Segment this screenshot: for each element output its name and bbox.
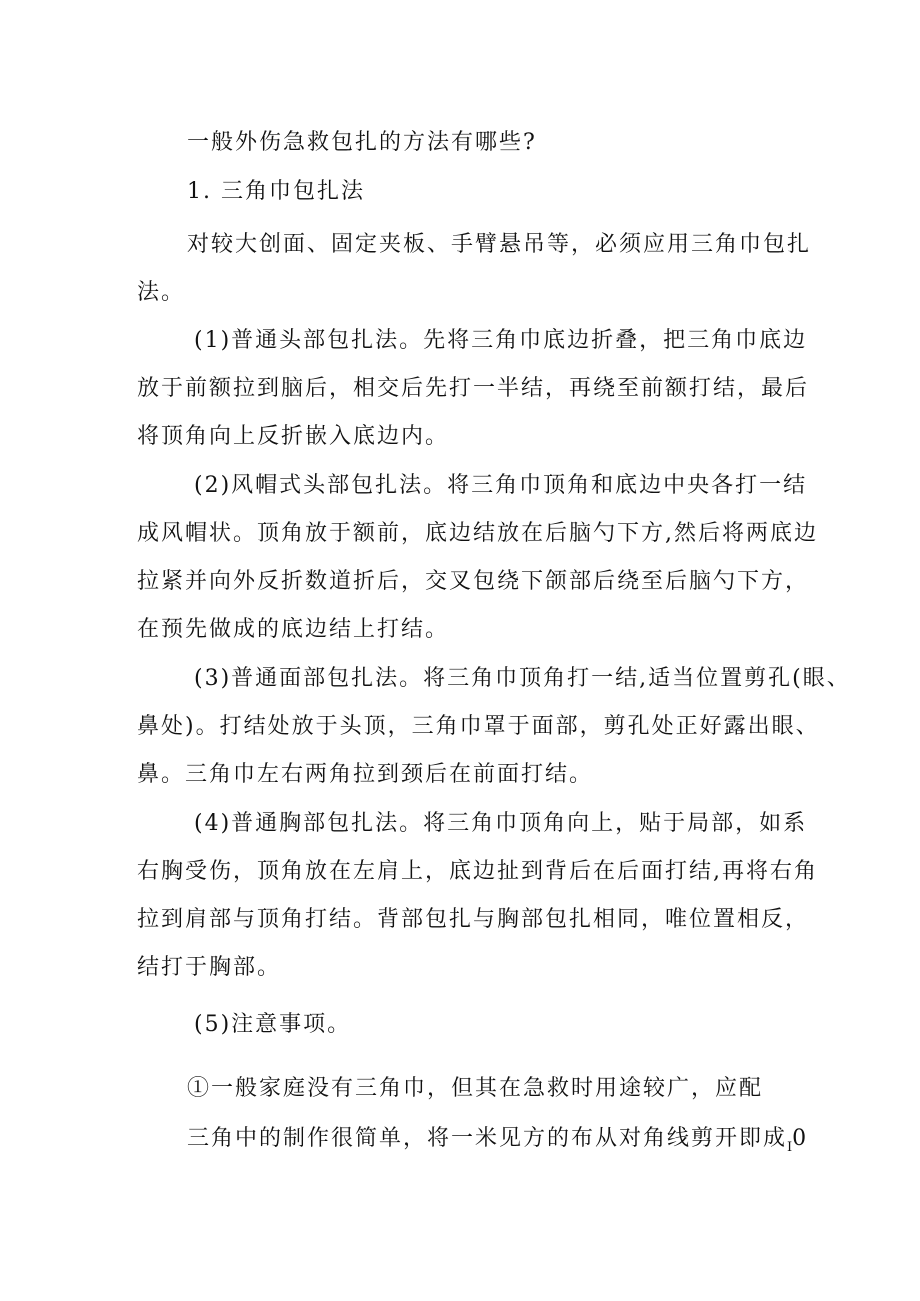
item-4-line-3: 拉到肩部与顶角打结。背部包扎与胸部包扎相同，唯位置相反， xyxy=(137,907,810,932)
item-2-line-4: 在预先做成的底边结上打结。 xyxy=(137,617,450,642)
item-3-line-1: (3)普通面部包扎法。将三角巾顶角打一结,适当位置剪孔(眼、 xyxy=(194,666,851,691)
note-1-line-2-tail: 0 xyxy=(792,1126,809,1151)
note-1-line-2-text: 三角中的制作很简单，将一米见方的布从对角线剪开即成 xyxy=(187,1126,788,1151)
question-heading: 一般外伤急救包扎的方法有哪些? xyxy=(187,130,537,155)
note-1-line-2 xyxy=(187,1124,808,1163)
note-1-line-1: ①一般家庭没有三角巾，但其在急救时用途较广，应配 xyxy=(187,1076,764,1101)
item-3-line-2: 鼻处)。打结处放于头顶，三角巾罩于面部，剪孔处正好露出眼、 xyxy=(137,714,820,739)
section-heading: 1. 三角巾包扎法 xyxy=(187,179,365,204)
item-5-heading: (5)注意事项。 xyxy=(194,1012,352,1037)
item-4-line-1: (4)普通胸部包扎法。将三角巾顶角向上，贴于局部，如系 xyxy=(194,811,808,836)
intro-line-1: 对较大创面、固定夹板、手臂悬吊等，必须应用三角巾包扎 xyxy=(187,232,812,257)
item-3-line-3: 鼻。三角巾左右两角拉到颈后在前面打结。 xyxy=(137,762,594,787)
item-1-line-3: 将顶角向上反折嵌入底边内。 xyxy=(137,424,450,449)
item-2-line-1: (2)风帽式头部包扎法。将三角巾顶角和底边中央各打一结 xyxy=(194,473,808,498)
item-2-line-2: 成风帽状。顶角放于额前，底边结放在后脑勺下方,然后将两底边 xyxy=(137,521,818,546)
note-1-line-2-sub: I xyxy=(787,1140,793,1155)
item-1-line-2: 放于前额拉到脑后，相交后先打一半结，再绕至前额打结，最后 xyxy=(137,376,810,401)
item-2-line-3: 拉紧并向外反折数道折后，交叉包绕下颌部后绕至后脑勺下方， xyxy=(137,569,810,594)
item-4-line-2: 右胸受伤，顶角放在左肩上，底边扯到背后在后面打结,再将右角 xyxy=(137,859,818,884)
item-4-line-4: 结打于胸部。 xyxy=(137,955,282,980)
item-1-line-1: (1)普通头部包扎法。先将三角巾底边折叠，把三角巾底边 xyxy=(194,328,808,353)
intro-line-2: 法。 xyxy=(137,280,186,305)
